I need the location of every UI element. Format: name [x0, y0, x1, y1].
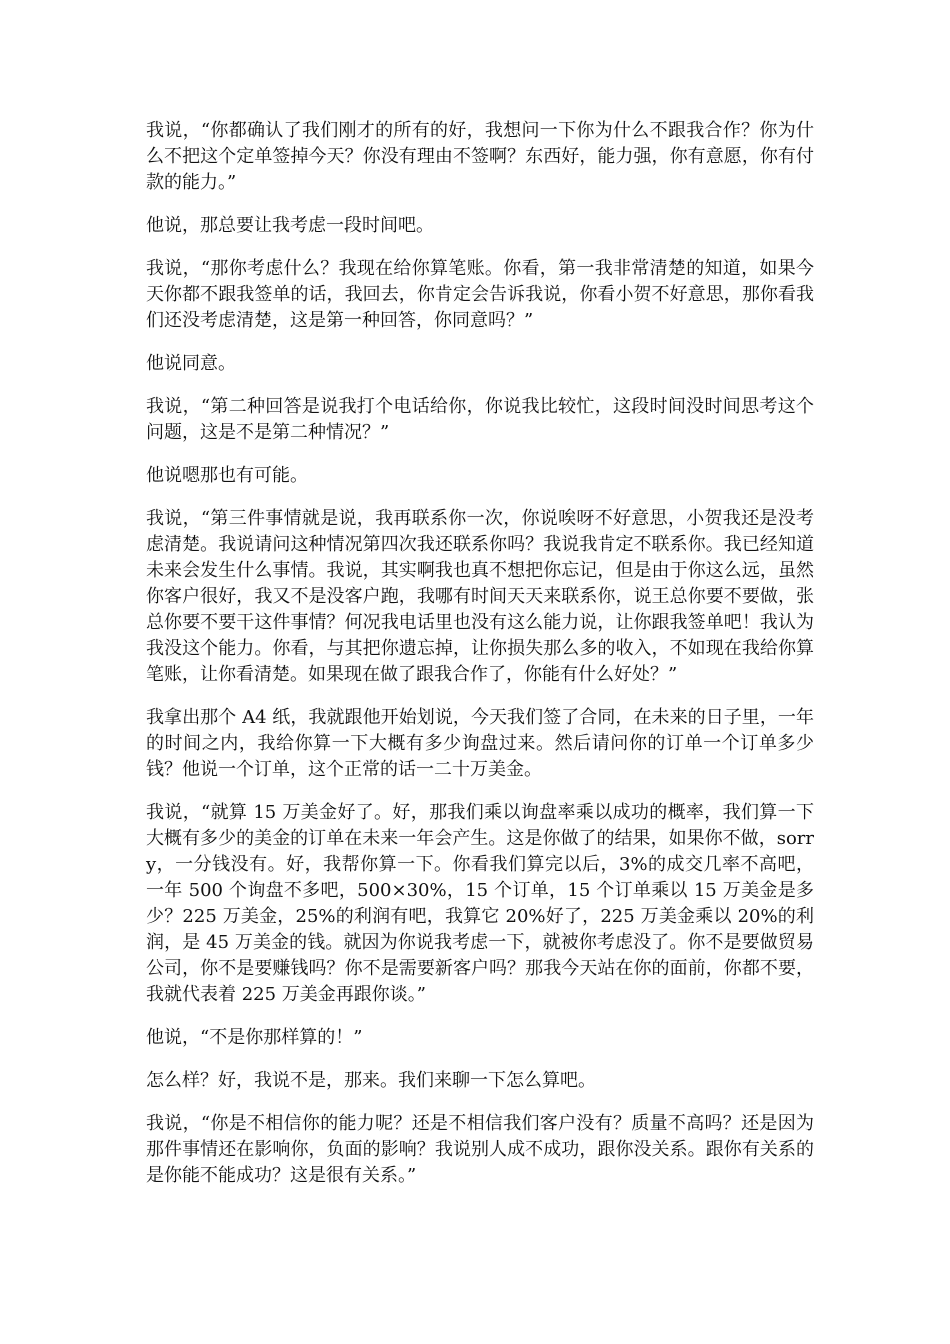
paragraph-7: 我说，“第三件事情就是说，我再联系你一次，你说唉呀不好意思，小贺我还是没考虑清楚。我说请问这种情况第四次我还联系你吗？我说我肯定不联系你。我已经知道未来会发生什么事情。我说，其实啊我也真不想把你忘记，但是由于你这么远，虽然你客户很好，我又不是没客户跑，我哪有时间天天来联系你，说王总你要不要做，张总你要不要干这件事情？何况我电话里也没有这么能力说，让你跟我签单吧！我认为我没这个能力。你看，与其把你遗忘掉，让你损失那么多的收入，不如现在我给你算笔账，让你看清楚。如果现在做了跟我合作了，你能有什么好处？”: [146, 508, 814, 685]
paragraph-5: 我说，“第二种回答是说我打个电话给你，你说我比较忙，这段时间没时间思考这个问题，这是不是第二种情况？”: [146, 396, 814, 443]
paragraph-3: 我说，“那你考虑什么？我现在给你算笔账。你看，第一我非常清楚的知道，如果今天你都不跟我签单的话，我回去，你肯定会告诉我说，你看小贺不好意思，那你看我们还没考虑清楚，这是第一种回答，你同意吗？”: [146, 258, 814, 331]
paragraph-4: 他说同意。: [146, 353, 236, 374]
paragraph-8: 我拿出那个 A4 纸，我就跟他开始划说，今天我们签了合同，在未来的日子里，一年的时间之内，我给你算一下大概有多少询盘过来。然后请问你的订单一个订单多少钱？他说一个订单，这个正常的话一二十万美金。: [146, 707, 814, 780]
paragraph-6: 他说嗯那也有可能。: [146, 465, 308, 486]
paragraph-2: 他说，那总要让我考虑一段时间吧。: [146, 215, 434, 236]
paragraph-11: 怎么样？好，我说不是，那来。我们来聊一下怎么算吧。: [146, 1070, 596, 1091]
document-page: [146, 118, 814, 1206]
paragraph-1: 我说，“你都确认了我们刚才的所有的好，我想问一下你为什么不跟我合作？你为什么不把这个定单签掉今天？你没有理由不签啊？东西好，能力强，你有意愿，你有付款的能力。”: [146, 120, 814, 193]
paragraph-9: 我说，“就算 15 万美金好了。好，那我们乘以询盘率乘以成功的概率，我们算一下大概有多少的美金的订单在未来一年会产生。这是你做了的结果，如果你不做，sorry，一分钱没有。好，我帮你算一下。你看我们算完以后，3%的成交几率不高吧，一年 500 个询盘不多吧，500×30%，15 个订单，15 个订单乘以 15 万美金是多少？225 万美金，25%的利润有吧，我算它 20%好了，225 万美金乘以 20%的利润，是 45 万美金的钱。就因为你说我考虑一下，就被你考虑没了。你不是要做贸易公司，你不是要赚钱吗？你不是需要新客户吗？那我今天站在你的面前，你都不要，我就代表着 225 万美金再跟你谈。”: [146, 802, 814, 1005]
paragraph-12: 我说，“你是不相信你的能力呢？还是不相信我们客户没有？质量不高吗？还是因为那件事情还在影响你，负面的影响？我说别人成不成功，跟你没关系。跟你有关系的是你能不能成功？这是很有关系。”: [146, 1113, 814, 1186]
paragraph-10: 他说，“不是你那样算的！”: [146, 1027, 363, 1048]
